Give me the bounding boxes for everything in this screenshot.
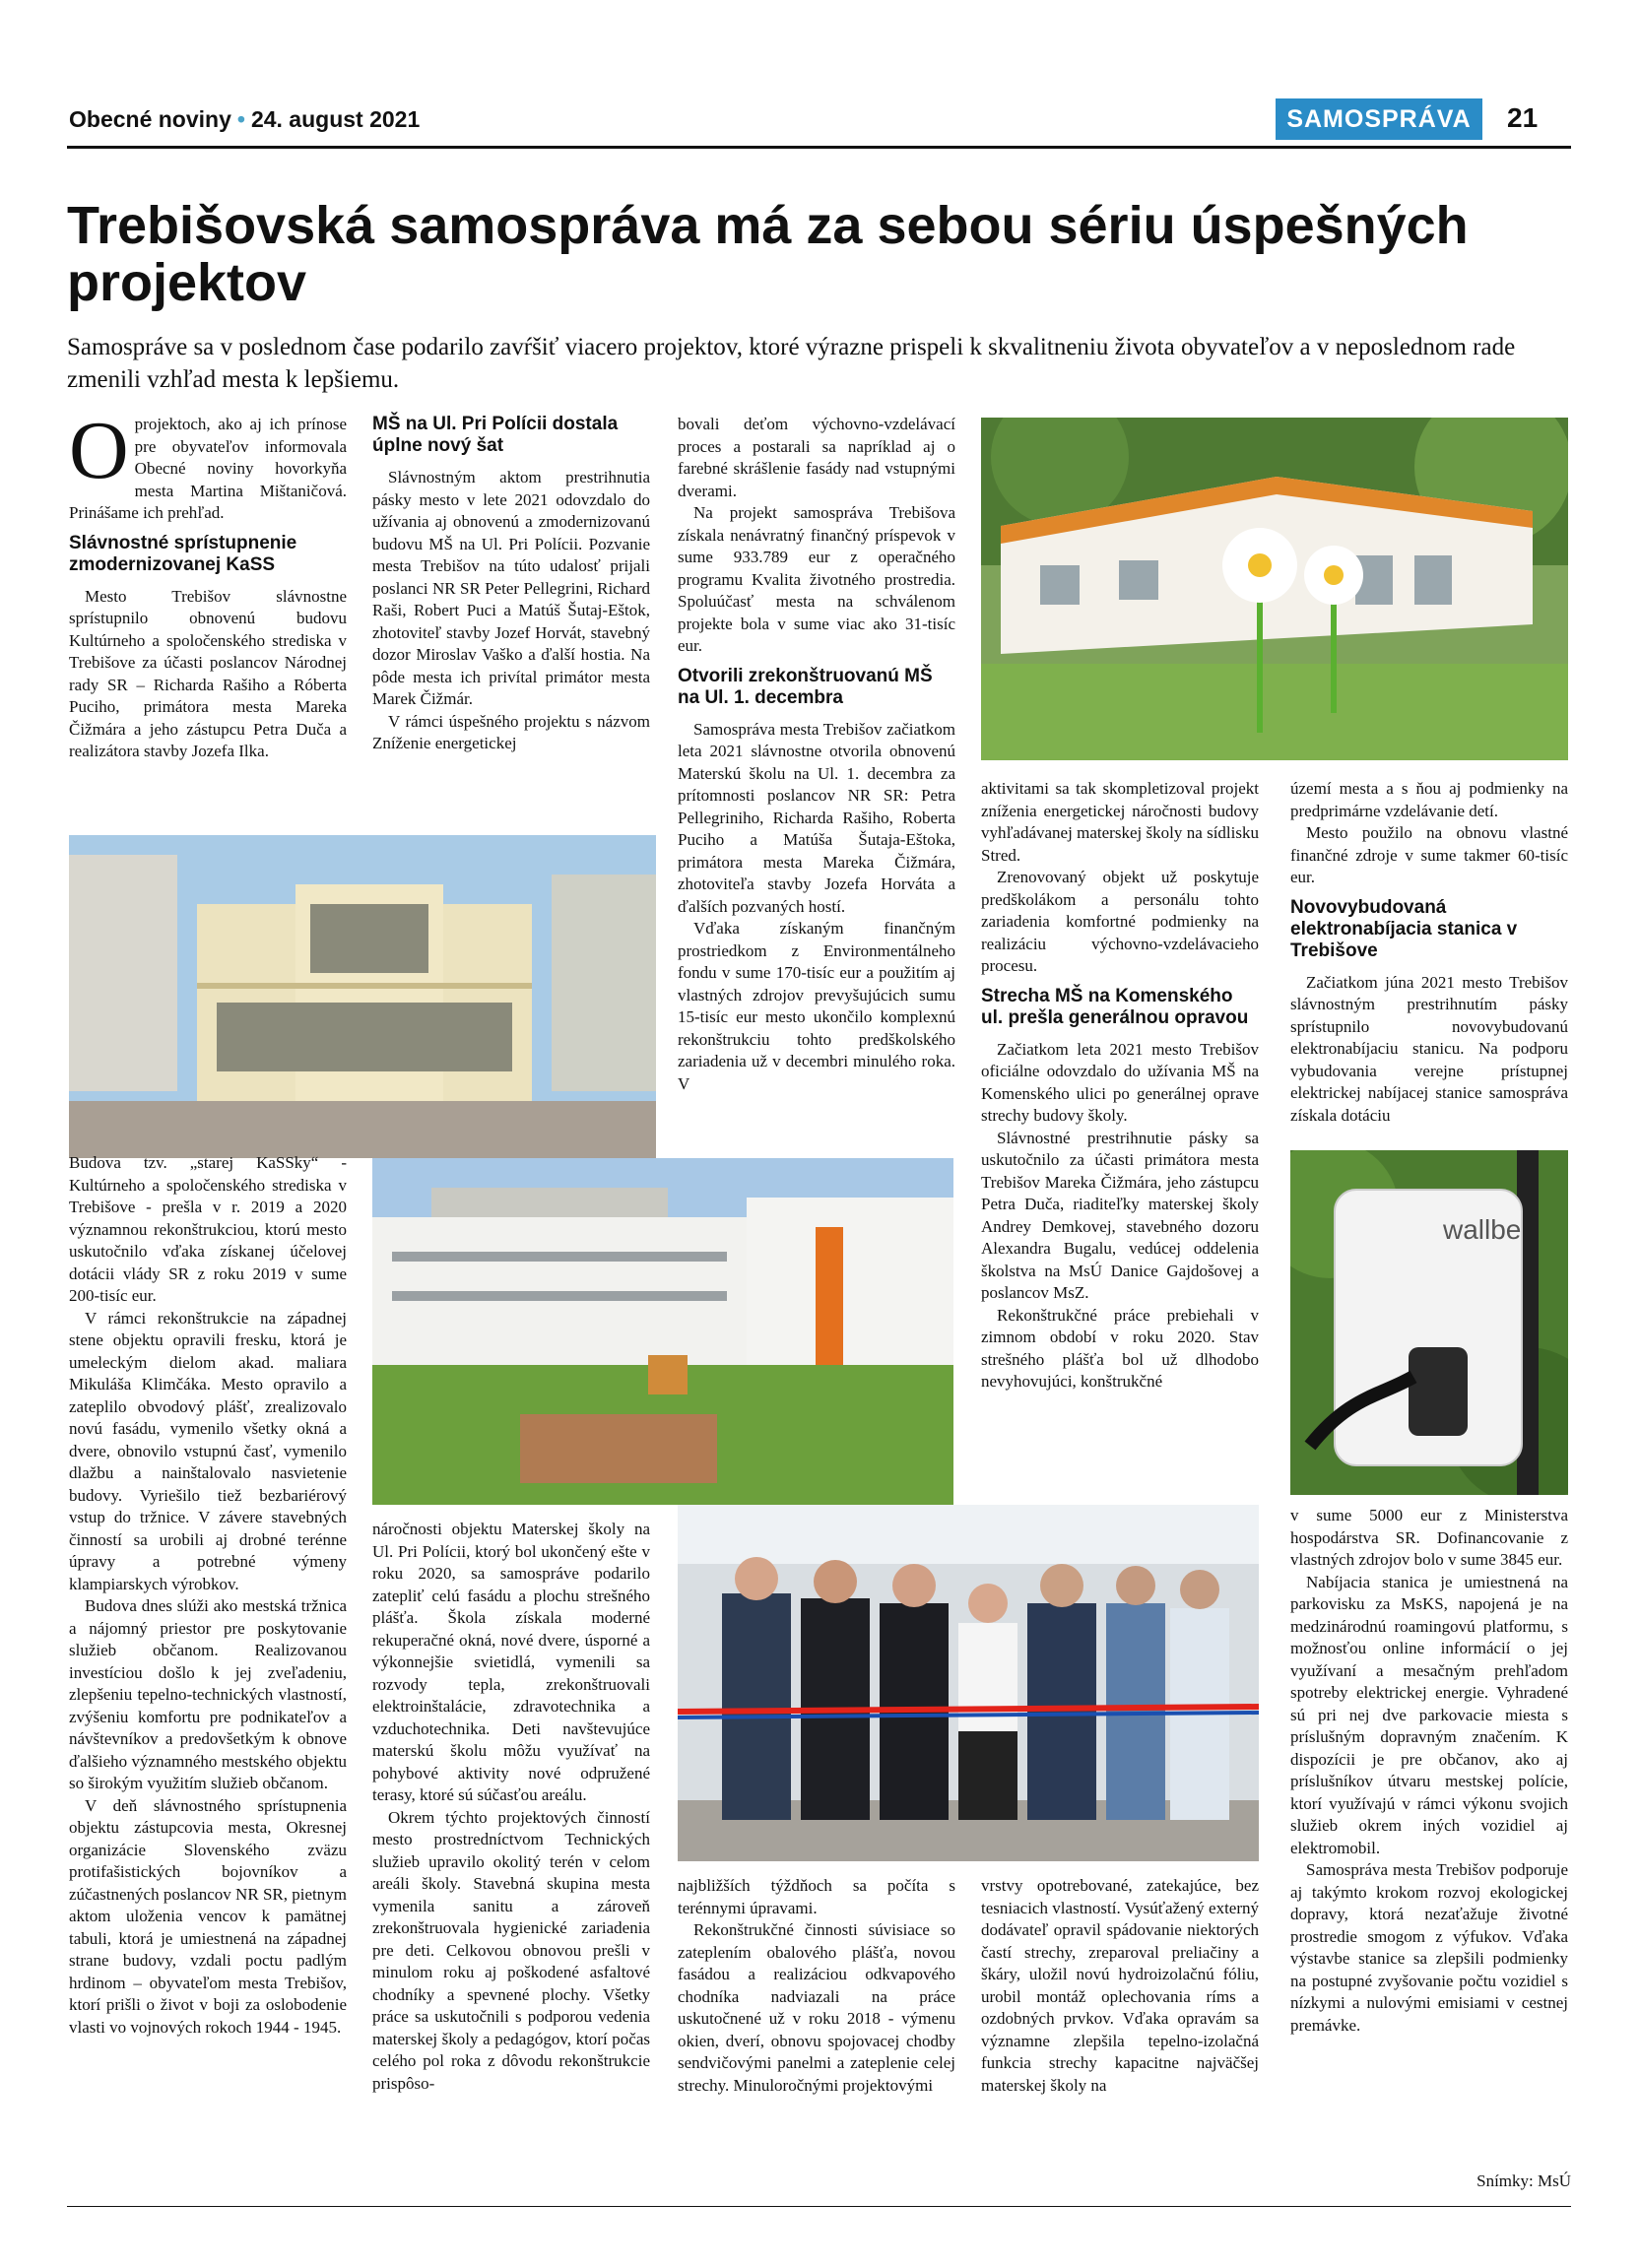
paragraph: Samospráva mesta Trebišov podporuje aj takýmto krokom rozvoj ekologickej dopravy, ktorá nezaťažuje životné prostredie smogom z výfukov. Vďaka výstavbe stanice sa zlepšili podmienky na postupné zvyšovanie počtu vozidiel s nízkymi a nulovými emisiami v cestnej premávke.	[1290, 1860, 1568, 2035]
paragraph: v sume 5000 eur z Ministerstva hospodárstva SR. Dofinancovanie z vlastných zdrojov bolo v sume 3845 eur.	[1290, 1506, 1568, 1569]
paragraph: Mesto použilo na obnovu vlastné finančné zdroje v sume takmer 60-tisíc eur.	[1290, 823, 1568, 886]
separator-dot: •	[236, 106, 245, 132]
ms-courtyard-image	[372, 1158, 953, 1505]
paragraph: Budova tzv. „starej KaSSky“ - Kultúrneho a spoločenského strediska v Trebišove - prešla v r. 2019 a 2020 významnou rekonštrukciou, ktorú mesto uskutočnilo vďaka získanej účelovej dotácii vlády SR z roku 2019 v sume 200-tisíc eur.	[69, 1153, 347, 1305]
drop-cap: O	[69, 405, 129, 496]
paragraph: najbližších týždňoch sa počíta s terénnymi úpravami.	[678, 1876, 955, 1917]
column-2-top	[372, 414, 650, 755]
kindergarten-flowers-image	[981, 418, 1568, 760]
paragraph: náročnosti objektu Materskej školy na Ul. Pri Polícii, ktorý bol ukončený ešte v roku 2020, sa samospráve podarilo zatepliť celú fasádu a plochu strešného plášťa. Škola získala moderné rekuperačné okná, nové dvere, úsporné a výkonnejšie svietidlá, vymenili sa rozvody tepla, zrekonštruovali elektroinštalácie, zdravotechnika a vzduchotechnika. Deti navštevujúce materskú školu môžu využívať na pohybové aktivity nové odpružené terasy, ktoré sú súčasťou areálu.	[372, 1520, 650, 1804]
paragraph: Samospráva mesta Trebišov začiatkom leta 2021 slávnostne otvorila obnovenú Materskú školu na Ul. 1. decembra za prítomnosti poslancov NR SR: Petra Pellegriniho, Richarda Rašiho, Roberta Puciho a Matúša Šutaja-Eštoka, primátora mesta Mareka Čižmára, zhotoviteľa stavby Jozefa Horváta a ďalších pozvaných hostí.	[678, 719, 955, 916]
paragraph: V deň slávnostného sprístupnenia objektu zástupcovia mesta, Okresnej organizácie Slovenského zväzu protifašistických bojovníkov a zúčastnených poslancov NR SR, pietnym aktom uloženia vencov k pamätnej tabuli, ktorá je umiestnená na západnej strane budovy, vzdali poctu padlým hrdinom – obyvateľom mesta Trebišov, ktorí prišli o život v boji za oslobodenie vlasti vo vojnových rokoch 1944 - 1945.	[69, 1795, 347, 2037]
column-3-bottom	[678, 1875, 955, 2097]
paragraph: bovali deťom výchovno-vzdelávací proces a postarali sa napríklad aj o farebné skrášlenie fasády nad vstupnými dverami.	[678, 415, 955, 500]
subheading-komenskeho: Strecha MŠ na Komenského ul. prešla generálnou opravou	[981, 985, 1249, 1028]
paragraph: Slávnostným aktom prestrihnutia pásky mesto v lete 2021 odovzdalo do užívania aj obnovenú a zmodernizovanú budovu MŠ na Ul. Pri Polícii. Pozvanie mesta Trebišov na túto udalosť prijali poslanci NR SR Peter Pellegrini, Richard Raši, Robert Puci a Matúš Šutaj-Eštok, zhotoviteľ stavby Jozef Horvát, stavebný dozor Miroslav Vaško a ďalší hostia. Na pôde mesta ich privítal primátor mesta Marek Čižmár.	[372, 468, 650, 708]
paragraph: Mesto Trebišov slávnostne sprístupnilo obnovenú budovu Kultúrneho a spoločenského strediska v Trebišove za účasti poslancov Národnej rady SR – Richarda Rašiho a Róberta Puciho, primátora mesta Mareka Čižmára a jeho zástupcu Petra Duča a realizátora stavby Jozefa Ilka.	[69, 586, 347, 760]
paragraph: V rámci rekonštrukcie na západnej stene objektu opravili fresku, ktorá je umeleckým dielom akad. maliara Mikuláša Klimčáka. Mesto opravilo a zateplilo obvodový plášť, zrealizovalo novú fasádu, vymenilo všetky okná a dvere, obnovilo vstupnú časť, vymenilo dlažbu a nainštalovalo nasvietenie budovy. Vyriešilo tiež bezbariérový vstup do tržnice. V závere stavebných činností sa urobili aj drobné terénne úpravy a potrebné výmeny klampiarskych výrobkov.	[69, 1308, 347, 1593]
paragraph: Okrem týchto projektových činností mesto prostredníctvom Technických služieb upravilo okolitý terén v celom areáli školy. Stavebná skupina mesta vymenila sanitu a zároveň zrekonštruovala hygienické zariadenia pre deti. Celkovou obnovou prešli v minulom roku aj poškodené asfaltové chodníky a spevnené plochy. Všetky práce sa uskutočnili s podporou vedenia materskej školy a pedagógov, ktorí počas celého pol roka z dôvodu rekonštrukcie prispôso-	[372, 1807, 650, 2093]
issue-date: 24. august 2021	[250, 106, 421, 132]
column-5-middle	[1290, 778, 1568, 1127]
subheading-nabijacia-stanica: Novovybudovaná elektronabíjacia stanica v Trebišove	[1290, 896, 1518, 961]
paragraph: Rekonštrukčné činnosti súvisiace so zateplením obalového plášťa, novou fasádou a realizáciou odkvapového chodníka nadviazali na práce uskutočnené už v roku 2018 - výmenu okien, dverí, obnovu spojovacej chodby sendvičovými panelmi a zateplenie celej strechy. Minuloročnými projektovými	[678, 1920, 955, 2095]
intro-paragraph: Oprojektoch, ako aj ich prínose pre obyvateľov informovala Obecné noviny hovorkyňa mesta Martina Mištaničová. Prinášame ich prehľad.	[69, 405, 347, 522]
ribbon-cutting-image	[678, 1505, 1259, 1861]
paragraph: aktivitami sa tak skompletizoval projekt zníženia energetickej náročnosti budovy vyhľadávanej materskej školy na sídlisku Stred.	[981, 779, 1259, 865]
column-2-lower	[372, 1519, 650, 2095]
column-4-middle	[981, 778, 1259, 1393]
paragraph: Vďaka získaným finančným prostriedkom z Environmentálneho fondu v sume 170-tisíc eur a použitím aj vlastných zdrojov prevyšujúcich sumu 15-tisíc eur mesto ukončilo komplexnú rekonštrukciu tohto predškolského zariadenia už v decembri minulého roka. V	[678, 919, 955, 1093]
paragraph: Nabíjacia stanica je umiestnená na parkovisku za MsKS, napojená je na medzinárodnú roamingovú platformu, s možnosťou online informácií o jej využívaní a mesačným prehľadom spotreby elektrickej energie. Vyhradené sú pri nej dve parkovacie miesta s príslušným dopravným značením. K dispozícii je pre občanov, ako aj príslušníkov útvaru mestskej polície, ktorí využívajú v rámci výkonu svojich služieb okrem iných vozidiel aj elektromobil.	[1290, 1572, 1568, 1857]
column-3-top	[678, 414, 955, 1095]
kass-building-image	[69, 835, 656, 1158]
paragraph: Rekonštrukčné práce prebiehali v zimnom období v roku 2020. Stav strešného plášťa bol už dlhodobo nevyhovujúci, konštrukčné	[981, 1305, 1259, 1391]
masthead	[69, 106, 420, 133]
paragraph: Začiatkom leta 2021 mesto Trebišov oficiálne odovzdalo do užívania MŠ na Komenského ulici po generálnej oprave strechy budovy školy.	[981, 1039, 1259, 1125]
paragraph: Na projekt samospráva Trebišova získala nenávratný finančný príspevok v sume 933.789 eur z operačného programu Kvalita životného prostredia. Spoluúčasť mesta na schválenom projekte bola v sume viac ako 31-tisíc eur.	[678, 503, 955, 655]
photo-credit: Snímky: MsÚ	[1476, 2171, 1571, 2190]
paragraph: vrstvy opotrebované, zatekajúce, bez tesniacich vlastností. Vysúťažený externý dodávateľ opravil spádovanie niektorých častí strechy, zreparoval preliačiny a škáry, uložil novú hydroizolačnú fóliu, urobil montáž oplechovania ríms a ozdobných prvkov. Vďaka opravám sa významne zlepšila tepelno-izolačná funkcia strechy kapacitne najväčšej materskej školy na	[981, 1876, 1259, 2095]
header-rule	[67, 146, 1571, 149]
article-title: Trebišovská samospráva má za sebou sériu úspešných projektov	[67, 196, 1469, 312]
paragraph: Slávnostné prestrihnutie pásky sa uskutočnilo za účasti primátora mesta Trebišov Mareka Čižmára, jeho zástupcu Petra Duča, riaditeľky materskej školy Andrey Demkovej, stavebného dozoru Alexandra Bugalu, vedúcej oddelenia školstva na MsÚ Danice Gajdošovej a poslancov MsZ.	[981, 1128, 1259, 1302]
photo-kass-building	[69, 835, 656, 1158]
paragraph: V rámci úspešného projektu s názvom Zníženie energetickej	[372, 711, 650, 752]
article-lead: Samospráve sa v poslednom čase podarilo zavŕšiť viacero projektov, ktoré výrazne prispeli k skvalitneniu života obyvateľov a v neposlednom rade zmenili vzhľad mesta k lepšiemu.	[67, 334, 1516, 393]
column-1-top	[69, 405, 347, 763]
photo-ms-courtyard	[372, 1158, 953, 1505]
paragraph: Budova dnes slúži ako mestská tržnica a nájomný priestor pre poskytovanie služieb občanom. Realizovanou investíciou došlo k jej zveľadeniu, zlepšeniu tepelno-technických vlastností, zvýšeniu komfortu pre podnikateľov a návštevníkov a predovšetkým k obnove ďalšieho významného mestského objektu so širokým využitím služieb občanom.	[69, 1596, 347, 1792]
publication-name: Obecné noviny	[69, 106, 231, 132]
subheading-ms-1-decembra: Otvorili zrekonštruovanú MŠ na Ul. 1. decembra	[678, 665, 933, 708]
paragraph: území mesta a s ňou aj podmienky na predprimárne vzdelávanie detí.	[1290, 779, 1568, 820]
paragraph: Začiatkom júna 2021 mesto Trebišov slávnostným prestrihnutím pásky sprístupnilo novovybudovanú elektronabíjaciu stanicu. Na podporu vybudovania verejne prístupnej elektrickej nabíjacej stanice samospráva získala dotáciu	[1290, 972, 1568, 1125]
page-number: 21	[1507, 102, 1539, 133]
charger-brand-label: wallbe	[1443, 1214, 1522, 1245]
photo-charging-station	[1290, 1150, 1568, 1495]
charging-station-image	[1290, 1150, 1568, 1495]
section-badge: SAMOSPRÁVA	[1276, 98, 1482, 140]
photo-ribbon-cutting	[678, 1505, 1259, 1861]
footer-rule	[67, 2206, 1571, 2207]
column-4-bottom	[981, 1875, 1259, 2097]
column-5-lower	[1290, 1505, 1568, 2037]
paragraph: Zrenovovaný objekt už poskytuje predškolákom a personálu tohto zariadenia komfortné podmienky na realizáciu výchovno-vzdelávacieho procesu.	[981, 868, 1259, 975]
column-1-lower	[69, 1152, 347, 2039]
subheading-kass: Slávnostné sprístupnenie zmodernizovanej KaSS	[69, 532, 297, 575]
subheading-ms-pri-policii: MŠ na Ul. Pri Polícii dostala úplne nový šat	[372, 414, 619, 456]
photo-kindergarten-flowers	[981, 418, 1568, 760]
